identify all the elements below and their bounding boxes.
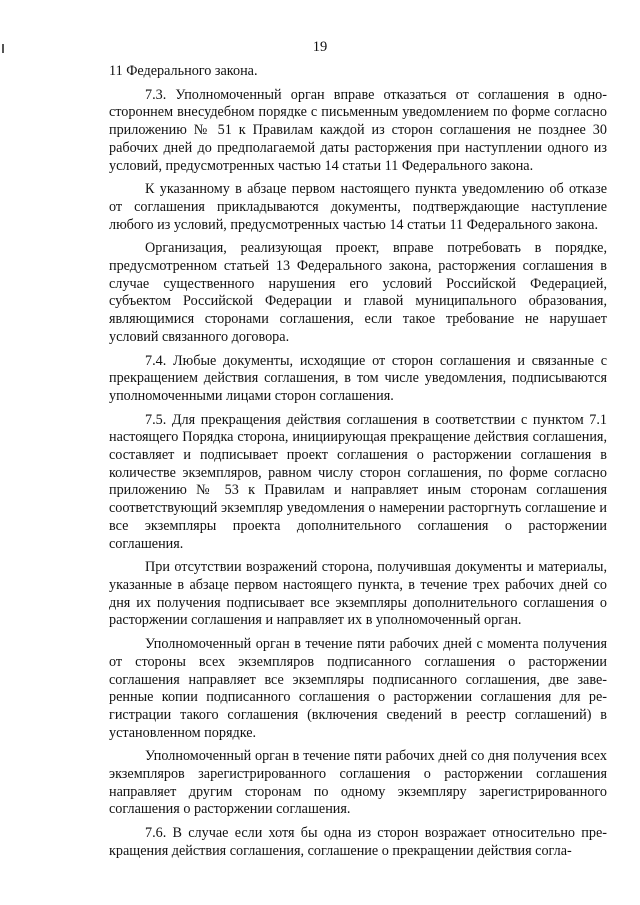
document-body	[109, 63, 607, 861]
paragraph-7-5-no-objections: При отсутствии возражений сторона, получившая документы и материалы, указанные в абзаце первом настоящего пункта, в течение трех рабочих дней со дня их получения подписывает все экземпляры дополнительного соглашения о расторжении соглашения и направляет их в уполномоченный орган.	[109, 559, 607, 629]
paragraph-7-5-registration: Уполномоченный орган в течение пяти рабочих дней с момента получения от стороны всех экземпляров подписанного соглашения о расторжении соглашения направляет все экземпляры подписанного соглашения, две заверенные копии подписанного соглашения о расторжении соглашения для регистрации такого соглашения (включения сведений в реестр соглашений) в установленном порядке.	[109, 636, 607, 741]
paragraph-7-6: 7.6. В случае если хотя бы одна из сторон возражает относительно прекращения действия соглашения, соглашение о прекращении действия согла-	[109, 825, 607, 859]
paragraph-7-3-notice-documents: К указанному в абзаце первом настоящего пункта уведомлению об отказе от соглашения прикладываются документы, подтверждающие наступление любого из условий, предусмотренных частью 14 статьи 11 Федерального закона.	[109, 181, 607, 233]
paragraph-7-4: 7.4. Любые документы, исходящие от сторон соглашения и связанные с прекращением действия соглашения, в том числе уведомления, подписываются уполномоченными лицами сторон соглашения.	[109, 352, 607, 404]
paragraph-7-5: 7.5. Для прекращения действия соглашения в соответствии с пунктом 7.1 настоящего Порядка сторона, инициирующая прекращение действия соглашения, составляет и подписывает проект соглашения о расторжении соглашения в количестве экземпляров, равном числу сторон соглашения, по форме согласно приложению № 53 к Правилам и направляет иным сторонам соглашения соответствующий экземпляр уведомления о намерении расторгнуть соглашение и все экземпляры проекта дополнительного соглашения о расторжении соглашения.	[109, 411, 607, 552]
page-number: 19	[312, 39, 328, 55]
paragraph-7-3-organization-right: Организация, реализующая проект, вправе потребовать в порядке, предусмотренном статьей 13 Федерального закона, расторжения соглашения в случае существенного нарушения его условий Российской Федерацией, субъектом Российской Федерации и главой муниципального образования, являющимися сторонами соглашения, если такое требование не нарушает условий связанного договора.	[109, 240, 607, 345]
paragraph-7-3: 7.3. Уполномоченный орган вправе отказаться от соглашения в одностороннем внесудебном порядке с письменным уведомлением по форме согласно приложению № 51 к Правилам каждой из сторон соглашения не позднее 30 рабочих дней до предполагаемой даты расторжения при наступлении одного из условий, предусмотренных частью 14 статьи 11 Федерального закона.	[109, 86, 607, 174]
paragraph-7-5-distribution: Уполномоченный орган в течение пяти рабочих дней со дня получения всех экземпляров зарегистрированного соглашения о расторжении соглашения направляет другим сторонам по одному экземпляру зарегистрированного соглашения о расторжении соглашения.	[109, 748, 607, 818]
paragraph-continuation: 11 Федерального закона.	[109, 63, 258, 79]
